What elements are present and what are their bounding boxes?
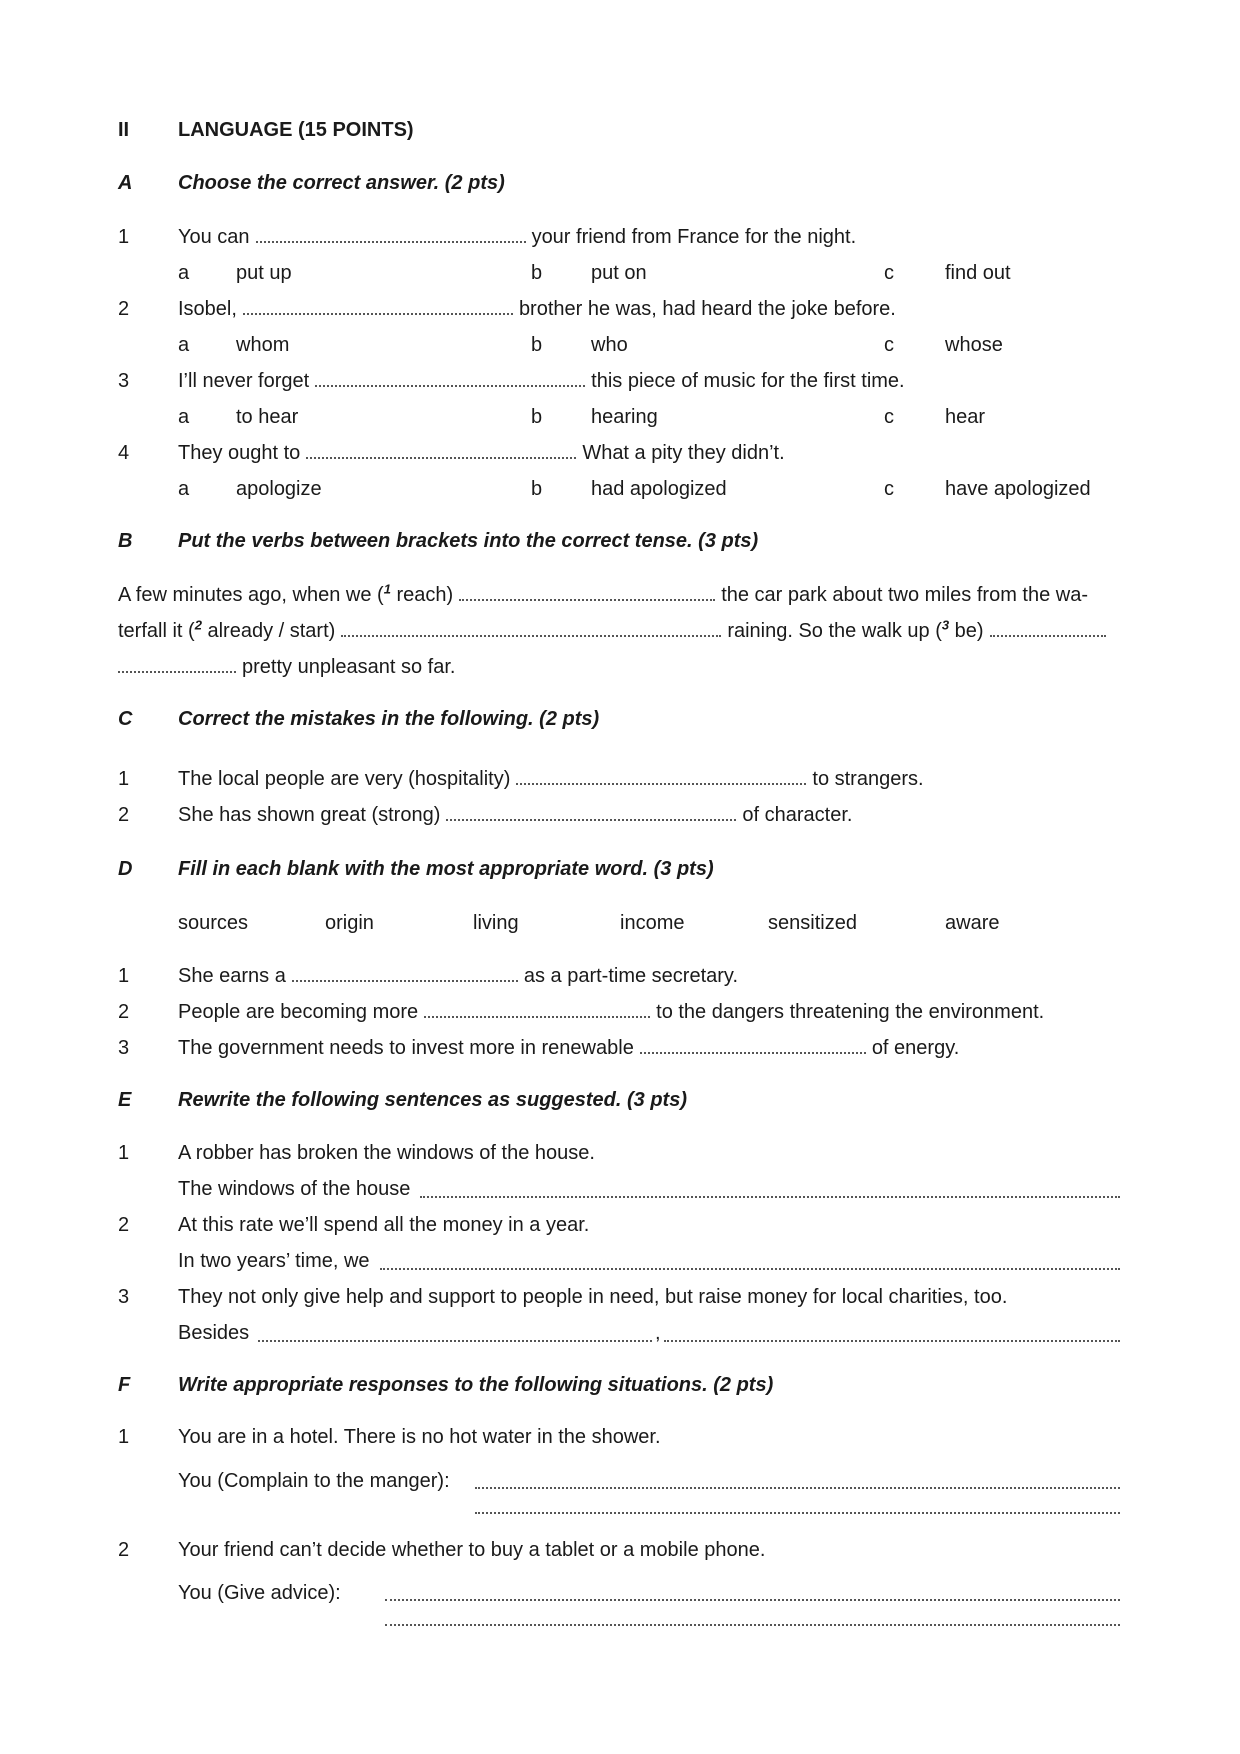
question-stem-end: as a part-time secretary. <box>523 965 738 987</box>
option-letter: b <box>531 478 543 500</box>
section-b-title: Put the verbs between brackets into the correct tense. (3 pts) <box>178 530 759 552</box>
question-stem: She has shown great (strong) <box>178 804 441 826</box>
rewrite-prompt: In two years’ time, we <box>178 1250 370 1272</box>
section-e-title: Rewrite the following sentences as suggested. (3 pts) <box>178 1089 687 1111</box>
question-text <box>178 297 896 321</box>
answer-blank-1[interactable] <box>459 597 715 601</box>
section-c-title: Correct the mistakes in the following. (2 pts) <box>178 708 600 730</box>
option-letter: a <box>178 334 190 356</box>
answer-line[interactable] <box>420 1196 1120 1198</box>
question-stem: People are becoming more <box>178 1001 419 1023</box>
rewrite-prompt: The windows of the house <box>178 1178 411 1200</box>
question-stem: You can <box>178 226 250 248</box>
option-text[interactable]: to hear <box>236 406 299 428</box>
response-prompt: You (Complain to the manger): <box>178 1470 450 1492</box>
word-bank-item: sources <box>178 912 249 934</box>
question-number: 4 <box>118 442 130 464</box>
text: be) <box>949 620 984 642</box>
situation: Your friend can’t decide whether to buy a tablet or a mobile phone. <box>178 1539 766 1561</box>
question-text <box>178 803 852 827</box>
rewrite-prompt: Besides <box>178 1322 250 1344</box>
text: A few minutes ago, when we ( <box>118 584 384 606</box>
answer-line[interactable] <box>258 1340 652 1342</box>
question-text <box>178 441 785 465</box>
question-stem-end: of energy. <box>871 1037 960 1059</box>
option-letter: c <box>884 478 894 500</box>
answer-blank-2[interactable] <box>341 633 721 637</box>
word-bank-item: living <box>473 912 519 934</box>
answer-blank[interactable] <box>256 239 526 243</box>
section-d-title: Fill in each blank with the most appropriate word. (3 pts) <box>178 858 714 880</box>
answer-line[interactable] <box>385 1624 1120 1626</box>
option-letter: b <box>531 406 543 428</box>
blank-number: 2 <box>194 617 202 633</box>
answer-blank[interactable] <box>446 817 736 821</box>
answer-blank[interactable] <box>516 781 806 785</box>
option-text[interactable]: have apologized <box>945 478 1091 500</box>
question-number: 1 <box>118 1142 130 1164</box>
option-letter: a <box>178 406 190 428</box>
paragraph-line-3 <box>118 655 455 679</box>
answer-blank[interactable] <box>243 311 513 315</box>
answer-blank[interactable] <box>292 978 518 982</box>
part-number: II <box>118 119 130 141</box>
question-stem-end: this piece of music for the first time. <box>591 370 905 392</box>
sentence: A robber has broken the windows of the house. <box>178 1142 595 1164</box>
option-text[interactable]: whom <box>236 334 290 356</box>
question-stem-end: your friend from France for the night. <box>531 226 857 248</box>
option-text[interactable]: apologize <box>236 478 322 500</box>
answer-line[interactable] <box>475 1512 1120 1514</box>
question-text <box>178 1000 1044 1024</box>
text: terfall it ( <box>118 620 195 642</box>
word-bank-item: aware <box>945 912 1000 934</box>
sentence: At this rate we’ll spend all the money in a year. <box>178 1214 590 1236</box>
answer-blank[interactable] <box>640 1050 866 1054</box>
blank-number: 1 <box>383 581 391 597</box>
question-text <box>178 767 924 791</box>
question-stem-end: to the dangers threatening the environment. <box>656 1001 1045 1023</box>
answer-line[interactable] <box>380 1268 1120 1270</box>
blank-number: 3 <box>941 617 950 633</box>
answer-blank-3[interactable] <box>990 633 1106 637</box>
option-letter: b <box>531 334 543 356</box>
text: the car park about two miles from the wa- <box>721 584 1089 606</box>
question-stem: She earns a <box>178 965 286 987</box>
section-a-letter: A <box>118 172 133 194</box>
question-stem: Isobel, <box>178 298 237 320</box>
paragraph-line-2 <box>118 619 1106 643</box>
option-letter: c <box>884 262 894 284</box>
answer-line[interactable] <box>385 1599 1120 1601</box>
section-c-letter: C <box>118 708 133 730</box>
question-number: 3 <box>118 370 130 392</box>
answer-blank[interactable] <box>315 383 585 387</box>
question-text <box>178 1036 959 1060</box>
section-e-letter: E <box>118 1089 132 1111</box>
option-letter: b <box>531 262 543 284</box>
answer-line[interactable] <box>664 1340 1120 1342</box>
answer-blank[interactable] <box>306 455 576 459</box>
sentence: They not only give help and support to people in need, but raise money for local charities, too. <box>178 1286 1008 1308</box>
question-text <box>178 225 856 249</box>
question-stem-end: brother he was, had heard the joke before. <box>518 298 896 320</box>
question-number: 2 <box>118 804 130 826</box>
comma: , <box>655 1322 661 1344</box>
text: already / start) <box>201 620 336 642</box>
option-text[interactable]: put on <box>591 262 647 284</box>
question-number: 1 <box>118 1426 130 1448</box>
section-f-title: Write appropriate responses to the following situations. (2 pts) <box>178 1374 774 1396</box>
option-text[interactable]: hearing <box>591 406 658 428</box>
question-stem-end: What a pity they didn’t. <box>582 442 785 464</box>
section-d-letter: D <box>118 858 133 880</box>
question-text <box>178 369 905 393</box>
section-f-letter: F <box>118 1374 131 1396</box>
option-text[interactable]: whose <box>945 334 1003 356</box>
question-number: 3 <box>118 1037 130 1059</box>
question-number: 1 <box>118 768 130 790</box>
option-letter: a <box>178 478 190 500</box>
answer-blank[interactable] <box>424 1014 650 1018</box>
word-bank-item: income <box>620 912 685 934</box>
question-number: 2 <box>118 298 130 320</box>
answer-blank-3-cont[interactable] <box>118 669 236 673</box>
question-number: 3 <box>118 1286 130 1308</box>
word-bank-item: origin <box>325 912 374 934</box>
question-stem: The government needs to invest more in renewable <box>178 1037 634 1059</box>
part-title: LANGUAGE (15 POINTS) <box>178 119 414 141</box>
option-text[interactable]: find out <box>945 262 1011 284</box>
question-stem: They ought to <box>178 442 301 464</box>
option-text[interactable]: hear <box>945 406 986 428</box>
word-bank-item: sensitized <box>768 912 857 934</box>
option-letter: c <box>884 406 894 428</box>
question-number: 2 <box>118 1214 130 1236</box>
question-number: 1 <box>118 226 130 248</box>
question-stem: The local people are very (hospitality) <box>178 768 511 790</box>
response-prompt: You (Give advice): <box>178 1582 341 1604</box>
text: pretty unpleasant so far. <box>242 656 456 678</box>
situation: You are in a hotel. There is no hot water in the shower. <box>178 1426 661 1448</box>
question-text <box>178 964 738 988</box>
question-number: 1 <box>118 965 130 987</box>
text: raining. So the walk up ( <box>727 620 942 642</box>
option-text[interactable]: had apologized <box>591 478 727 500</box>
option-letter: c <box>884 334 894 356</box>
section-b-letter: B <box>118 530 133 552</box>
option-text[interactable]: who <box>591 334 628 356</box>
paragraph-line-1 <box>118 583 1088 607</box>
question-stem-end: to strangers. <box>812 768 924 790</box>
question-number: 2 <box>118 1001 130 1023</box>
question-stem-end: of character. <box>742 804 853 826</box>
question-stem: I’ll never forget <box>178 370 310 392</box>
option-text[interactable]: put up <box>236 262 292 284</box>
question-number: 2 <box>118 1539 130 1561</box>
section-a-title: Choose the correct answer. (2 pts) <box>178 172 505 194</box>
answer-line[interactable] <box>475 1487 1120 1489</box>
text: reach) <box>390 584 454 606</box>
option-letter: a <box>178 262 190 284</box>
